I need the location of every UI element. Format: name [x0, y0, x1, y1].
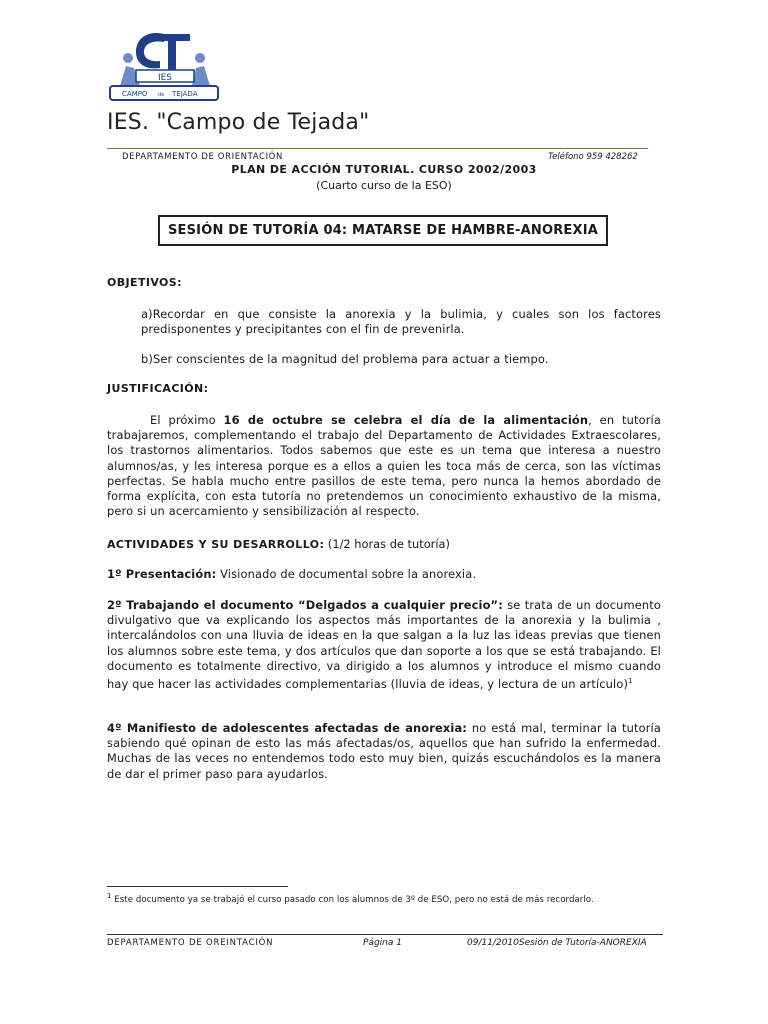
activities-heading: ACTIVIDADES Y SU DESARROLLO: — [107, 538, 325, 551]
activity-4-label: 4º Manifiesto de adolescentes afectadas de anorexia: — [107, 721, 467, 735]
activity-4-text: no está mal, terminar la tutoría sabiendo qué opinan de esto las más afectadas/os, aquellos que han sufrido la enfermedad. Muchas de las veces no entendemos todo esto muy bien, quizás escuchándolos es la manera de dar el primer paso para ayudarlos. — [107, 721, 661, 781]
activities-heading-note: (1/2 horas de tutoría) — [324, 537, 450, 551]
logo-ies-text: IES — [157, 73, 173, 83]
footer-date-title: 09/11/2010Sesión de Tutoría-ANOREXIA — [467, 938, 647, 948]
justification-heading: JUSTIFICACIÓN: — [107, 382, 209, 395]
footnote-divider — [107, 886, 288, 887]
header-divider — [107, 148, 648, 149]
plan-subtitle: (Cuarto curso de la ESO) — [316, 179, 452, 192]
objective-b: b)Ser conscientes de la magnitud del problema para actuar a tiempo. — [141, 352, 549, 366]
activity-1-label: 1º Presentación: — [107, 567, 217, 581]
activities-heading-line — [107, 537, 450, 551]
logo-campo-text: CAMPO — [122, 90, 148, 98]
activity-item-2 — [107, 598, 661, 692]
footer-department: DEPARTAMENTO DE OREINTACIÓN — [107, 938, 274, 948]
session-title: SESIÓN DE TUTORÍA 04: MATARSE DE HAMBRE-ANOREXIA — [167, 223, 599, 238]
justification-paragraph — [107, 413, 661, 519]
footer-divider — [107, 934, 663, 935]
footnote-reference[interactable]: 1 — [628, 677, 633, 686]
justification-rest: , en tutoría trabajaremos, complementando el trabajo del Departamento de Actividades Extraescolares, los trastornos alimentarios. Todos sabemos que este es un tema que interesa a nuestro alumnos/as, y les interesa porque es a ellos a quien les toca más de cerca, son las víctimas perfectas. Se habla mucho entre pasillos de este tema, pero nunca la hemos abordado de forma explícita, con esta tutoría no pretendemos un conocimiento exhaustivo de la misma, pero si un acercamiento y sensibilización al respecto. — [107, 413, 661, 519]
activity-item-4 — [107, 721, 661, 782]
footer-page-number: Página 1 — [363, 938, 402, 948]
activity-2-text: se trata de un documento divulgativo que va explicando los aspectos más importantes de la anorexia y la bulimia , intercalándolos con una lluvia de ideas en la que salgan a la luz las ideas previas que tienen los alumnos sobre este tema, y dos artículos que dan soporte a los que se está trabajando. El documento es totalmente directivo, va dirigido a los alumnos y introduce el mismo cuando hay que hacer las actividades complementarias (lluvia de ideas, y lectura de un artículo) — [107, 598, 661, 691]
logo-tejada-text: TEJADA — [172, 90, 198, 98]
department-label: DEPARTAMENTO DE ORIENTACIÓN — [122, 152, 283, 162]
activity-2-label: 2º Trabajando el documento “Delgados a cualquier precio”: — [107, 598, 503, 612]
logo-de-text: de — [158, 92, 165, 98]
session-title-box — [158, 215, 608, 246]
phone-number: Teléfono 959 428262 — [548, 152, 638, 162]
school-logo — [106, 28, 222, 106]
justification-intro: El próximo — [150, 413, 224, 427]
activity-item-1 — [107, 567, 661, 582]
school-name: IES. "Campo de Tejada" — [107, 110, 370, 135]
objective-a: a)Recordar en que consiste la anorexia y la bulimia, y cuales son los factores predisponentes y precipitantes con el fin de prevenirla. — [141, 307, 661, 337]
justification-bold: 16 de octubre se celebra el día de la alimentación — [223, 413, 589, 427]
plan-title: PLAN DE ACCIÓN TUTORIAL. CURSO 2002/2003 — [231, 163, 537, 176]
activity-1-text: Visionado de documental sobre la anorexia. — [216, 567, 477, 581]
footnote-number: 1 — [107, 892, 112, 900]
footnote-text: Este documento ya se trabajó el curso pasado con los alumnos de 3º de ESO, pero no está de más recordarlo. — [111, 894, 594, 905]
footnote — [107, 892, 594, 905]
objectives-heading: OBJETIVOS: — [107, 276, 182, 289]
